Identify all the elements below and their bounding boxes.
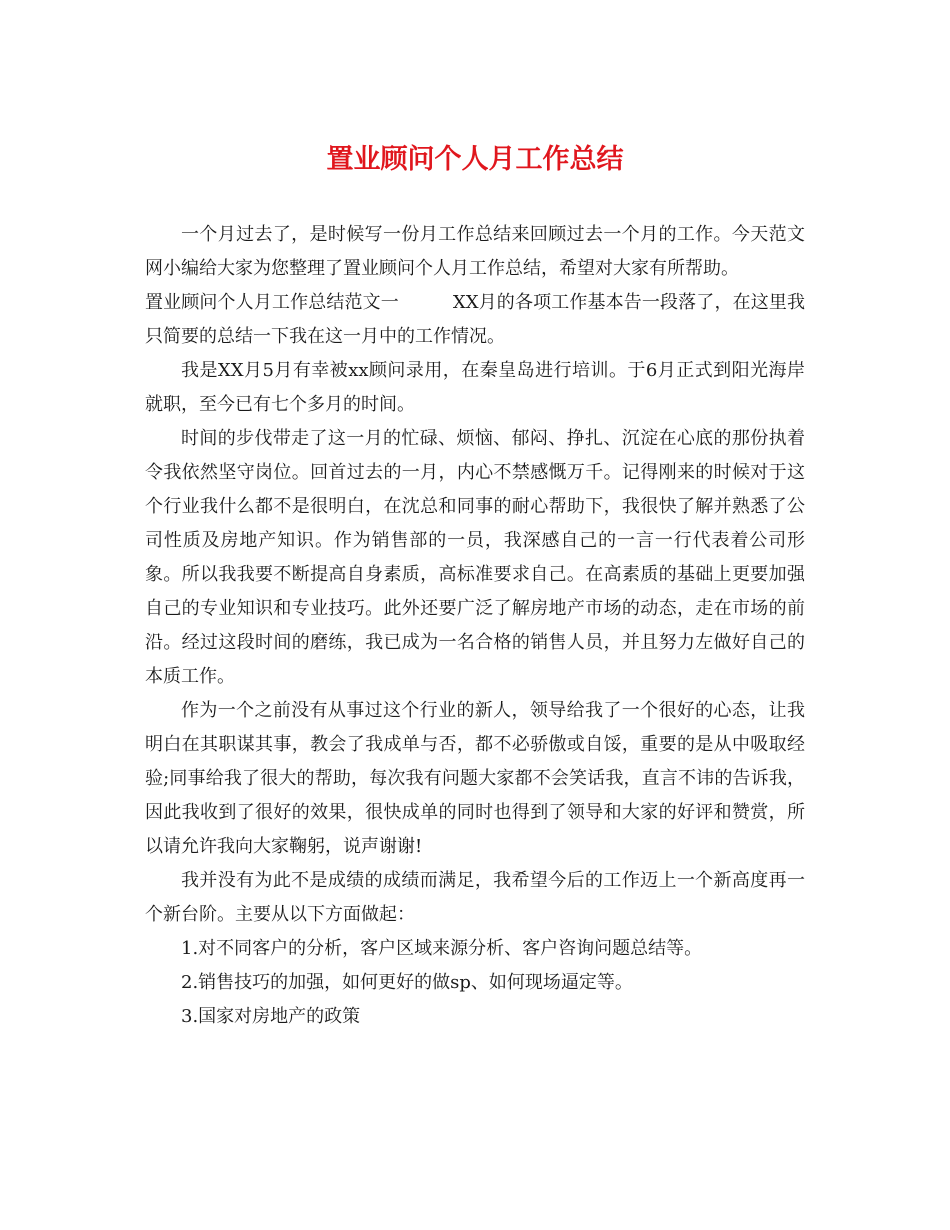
sample-heading-text: 置业顾问个人月工作总结范文一 [145, 292, 399, 313]
list-item: 1.对不同客户的分析，客户区域来源分析、客户咨询问题总结等。 [181, 938, 703, 959]
page-title: 置业顾问个人月工作总结 [326, 144, 624, 175]
paragraph-intro: 一个月过去了，是时候写一份月工作总结来回顾过去一个月的工作。今天范文网小编给大家为您整理了置业顾问个人月工作总结，希望对大家有所帮助。 [145, 224, 805, 279]
sample-intro-text: XX月的各项工作基本告一段落了，在这里我只简要的总结一下我在这一月中的工作情况。 [145, 292, 805, 347]
paragraph-hiring: 我是XX月5月有幸被xx顾问录用，在秦皇岛进行培训。于6月正式到阳光海岸就职，至今已有七个多月的时间。 [145, 360, 805, 415]
list-item: 2.销售技巧的加强，如何更好的做sp、如何现场逼定等。 [181, 972, 633, 993]
document-body [145, 218, 805, 1034]
paragraph-sample-heading [145, 286, 805, 354]
paragraph-goals: 我并没有为此不是成绩的成绩而满足，我希望今后的工作迈上一个新高度再一个新台阶。主要从以下方面做起： [145, 870, 805, 925]
list-item: 3.国家对房地产的政策 [181, 1006, 361, 1027]
paragraph-reflection: 时间的步伐带走了这一月的忙碌、烦恼、郁闷、挣扎、沉淀在心底的那份执着令我依然坚守岗位。回首过去的一月，内心不禁感慨万千。记得刚来的时候对于这个行业我什么都不是很明白，在沈总和同事的耐心帮助下，我很快了解并熟悉了公司性质及房地产知识。作为销售部的一员，我深感自己的一言一行代表着公司形象。所以我我要不断提高自身素质，高标准要求自己。在高素质的基础上更要加强自己的专业知识和专业技巧。此外还要广泛了解房地产市场的动态，走在市场的前沿。经过这段时间的磨练，我已成为一名合格的销售人员，并且努力左做好自己的本质工作。 [145, 428, 805, 687]
paragraph-thanks: 作为一个之前没有从事过这个行业的新人，领导给我了一个很好的心态，让我明白在其职谋其事，教会了我成单与否，都不必骄傲或自馁，重要的是从中吸取经验;同事给我了很大的帮助，每次我有问题大家都不会笑话我，直言不讳的告诉我，因此我收到了很好的效果，很快成单的同时也得到了领导和大家的好评和赞赏，所以请允许我向大家鞠躬，说声谢谢! [145, 700, 805, 857]
